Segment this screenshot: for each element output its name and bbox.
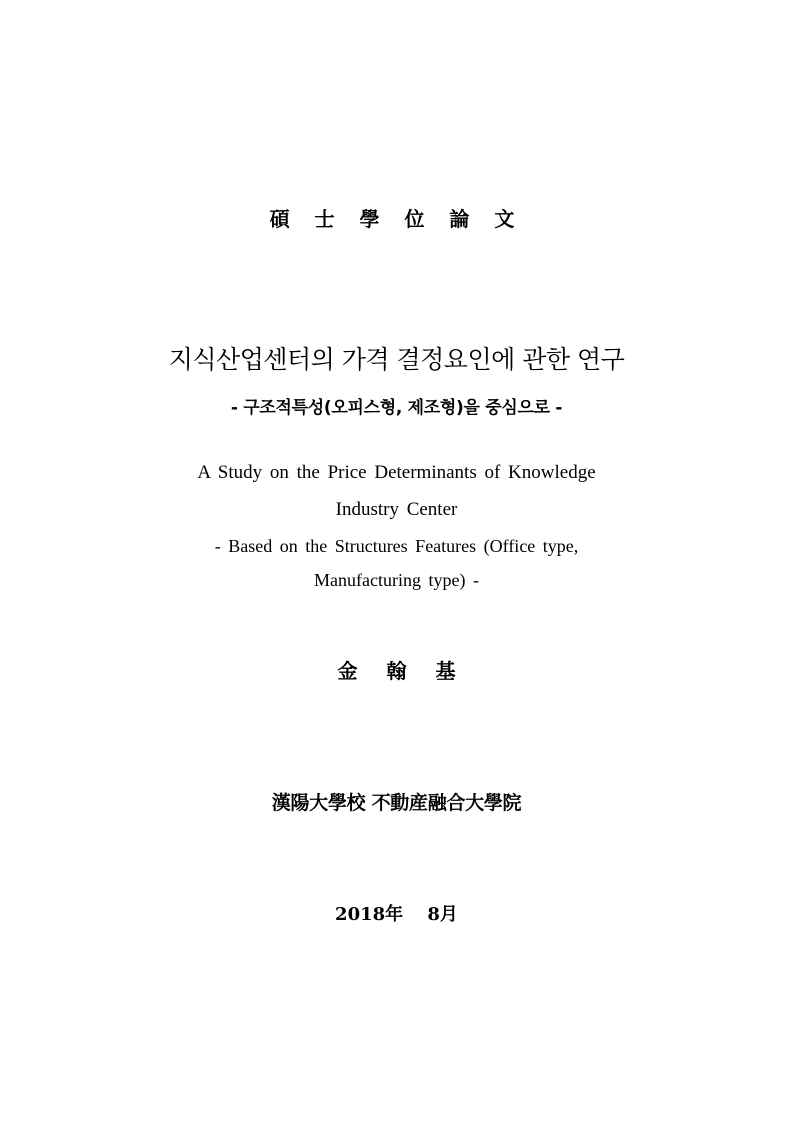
english-subtitle-line-2: Manufacturing type) -	[314, 570, 479, 590]
english-title-line-2: Industry Center	[335, 499, 458, 520]
korean-title: 지식산업센터의 가격 결정요인에 관한 연구	[168, 345, 625, 374]
english-title-line-1: A Study on the Price Determinants of Knowledge	[197, 462, 596, 483]
degree-type: 碩 士 學 位 論 文	[269, 207, 524, 231]
submission-date: 2018年 8月	[335, 904, 458, 925]
english-subtitle-line-1: - Based on the Structures Features (Office type,	[214, 536, 579, 556]
author-name: 金 翰 基	[337, 659, 456, 683]
institution-name: 漢陽大學校 不動産融合大學院	[271, 792, 522, 814]
korean-subtitle: - 구조적특성(오피스형, 제조형)을 중심으로 -	[230, 398, 563, 418]
